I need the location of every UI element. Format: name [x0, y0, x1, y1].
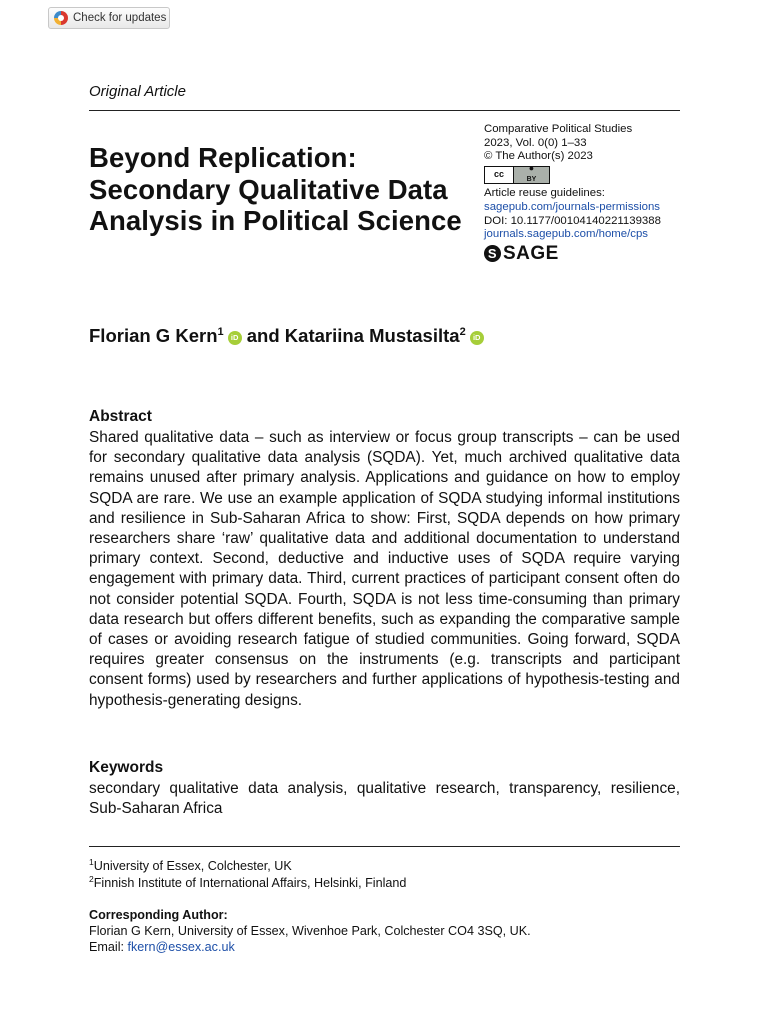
affiliation-text: University of Essex, Colchester, UK [93, 859, 292, 874]
corresponding-email-line [89, 939, 531, 955]
footnote-divider [89, 846, 680, 847]
author-name: Katariina Mustasilta [284, 325, 460, 346]
sage-s-icon: S [484, 245, 501, 262]
abstract-heading: Abstract [89, 408, 152, 425]
keywords-heading: Keywords [89, 759, 164, 776]
email-link[interactable]: fkern@essex.ac.uk [127, 940, 235, 954]
author-name: Florian G Kern [89, 325, 218, 346]
corresponding-heading: Corresponding Author: [89, 908, 228, 922]
check-for-updates-label: Check for updates [73, 12, 167, 24]
by-icon: ● BY [514, 167, 549, 183]
header-divider [89, 110, 680, 111]
by-label: BY [526, 175, 537, 183]
author-affiliation-mark: 1 [217, 325, 224, 338]
reuse-label: Article reuse guidelines: [484, 187, 605, 200]
corresponding-address: Florian G Kern, University of Essex, Wivenhoe Park, Colchester CO4 3SQ, UK. [89, 924, 531, 938]
doi: DOI: 10.1177/00104140221139388 [484, 214, 661, 227]
email-label: Email: [89, 940, 124, 954]
copyright: © The Author(s) 2023 [484, 150, 593, 163]
abstract-text: Shared qualitative data – such as interview or focus group transcripts – can be used for secondary qualitative data analysis (SQDA). Yet, much archived qualitative data remains unused after primary analysis. Applications and guidance on how to employ SQDA are rare. We use an example application of SQDA studying informal institutions and resilience in Sub-Saharan Africa to show: First, SQDA depends on how primary researchers share ‘raw’ qualitative data and additional documentation to understand primary context. Second, deductive and inductive uses of SQDA require varying engagement with primary data. Third, current practices of participant consent often do not consider potential SQDA. Fourth, SQDA is not less time-consuming than primary data research but offers different benefits, such as expanding the comparative sample of cases or avoiding research fatigue of studied communities. Going forward, SQDA requires greater consensus on the instruments (e.g. transcripts and participant consent forms) used by researchers and further applications of hypothesis-testing and hypothesis-generating designs. [89, 429, 680, 709]
check-for-updates-button[interactable] [48, 7, 170, 29]
author-line [89, 325, 484, 347]
crossmark-icon [54, 11, 68, 25]
article-title: Beyond Replication: Secondary Qualitative Data Analysis in Political Science [89, 142, 462, 236]
cc-icon: cc [485, 167, 514, 183]
keywords-text: secondary qualitative data analysis, qualitative research, transparency, resilience, Sub-Saharan Africa [89, 780, 680, 818]
article-type: Original Article [89, 83, 186, 100]
affiliation-mark: 2 [89, 874, 94, 884]
journal-name: Comparative Political Studies [484, 123, 633, 135]
reuse-link[interactable]: sagepub.com/journals-permissions [484, 200, 661, 213]
journal-link[interactable]: journals.sagepub.com/home/cps [484, 228, 648, 241]
orcid-icon[interactable]: iD [470, 331, 484, 345]
journal-volume: 2023, Vol. 0(0) 1–33 [484, 136, 587, 149]
affiliation-mark: 1 [89, 857, 94, 867]
affiliation [89, 874, 406, 890]
sage-logo [484, 242, 661, 264]
sage-wordmark: SAGE [503, 242, 559, 264]
affiliation [89, 857, 292, 873]
cc-by-license-badge[interactable] [484, 162, 550, 184]
author-affiliation-mark: 2 [459, 325, 466, 338]
journal-meta [484, 123, 661, 262]
orcid-icon[interactable]: iD [228, 331, 242, 345]
affiliation-text: Finnish Institute of International Affairs, Helsinki, Finland [93, 876, 407, 891]
author-connector: and [246, 325, 280, 346]
corresponding-author [89, 907, 531, 955]
